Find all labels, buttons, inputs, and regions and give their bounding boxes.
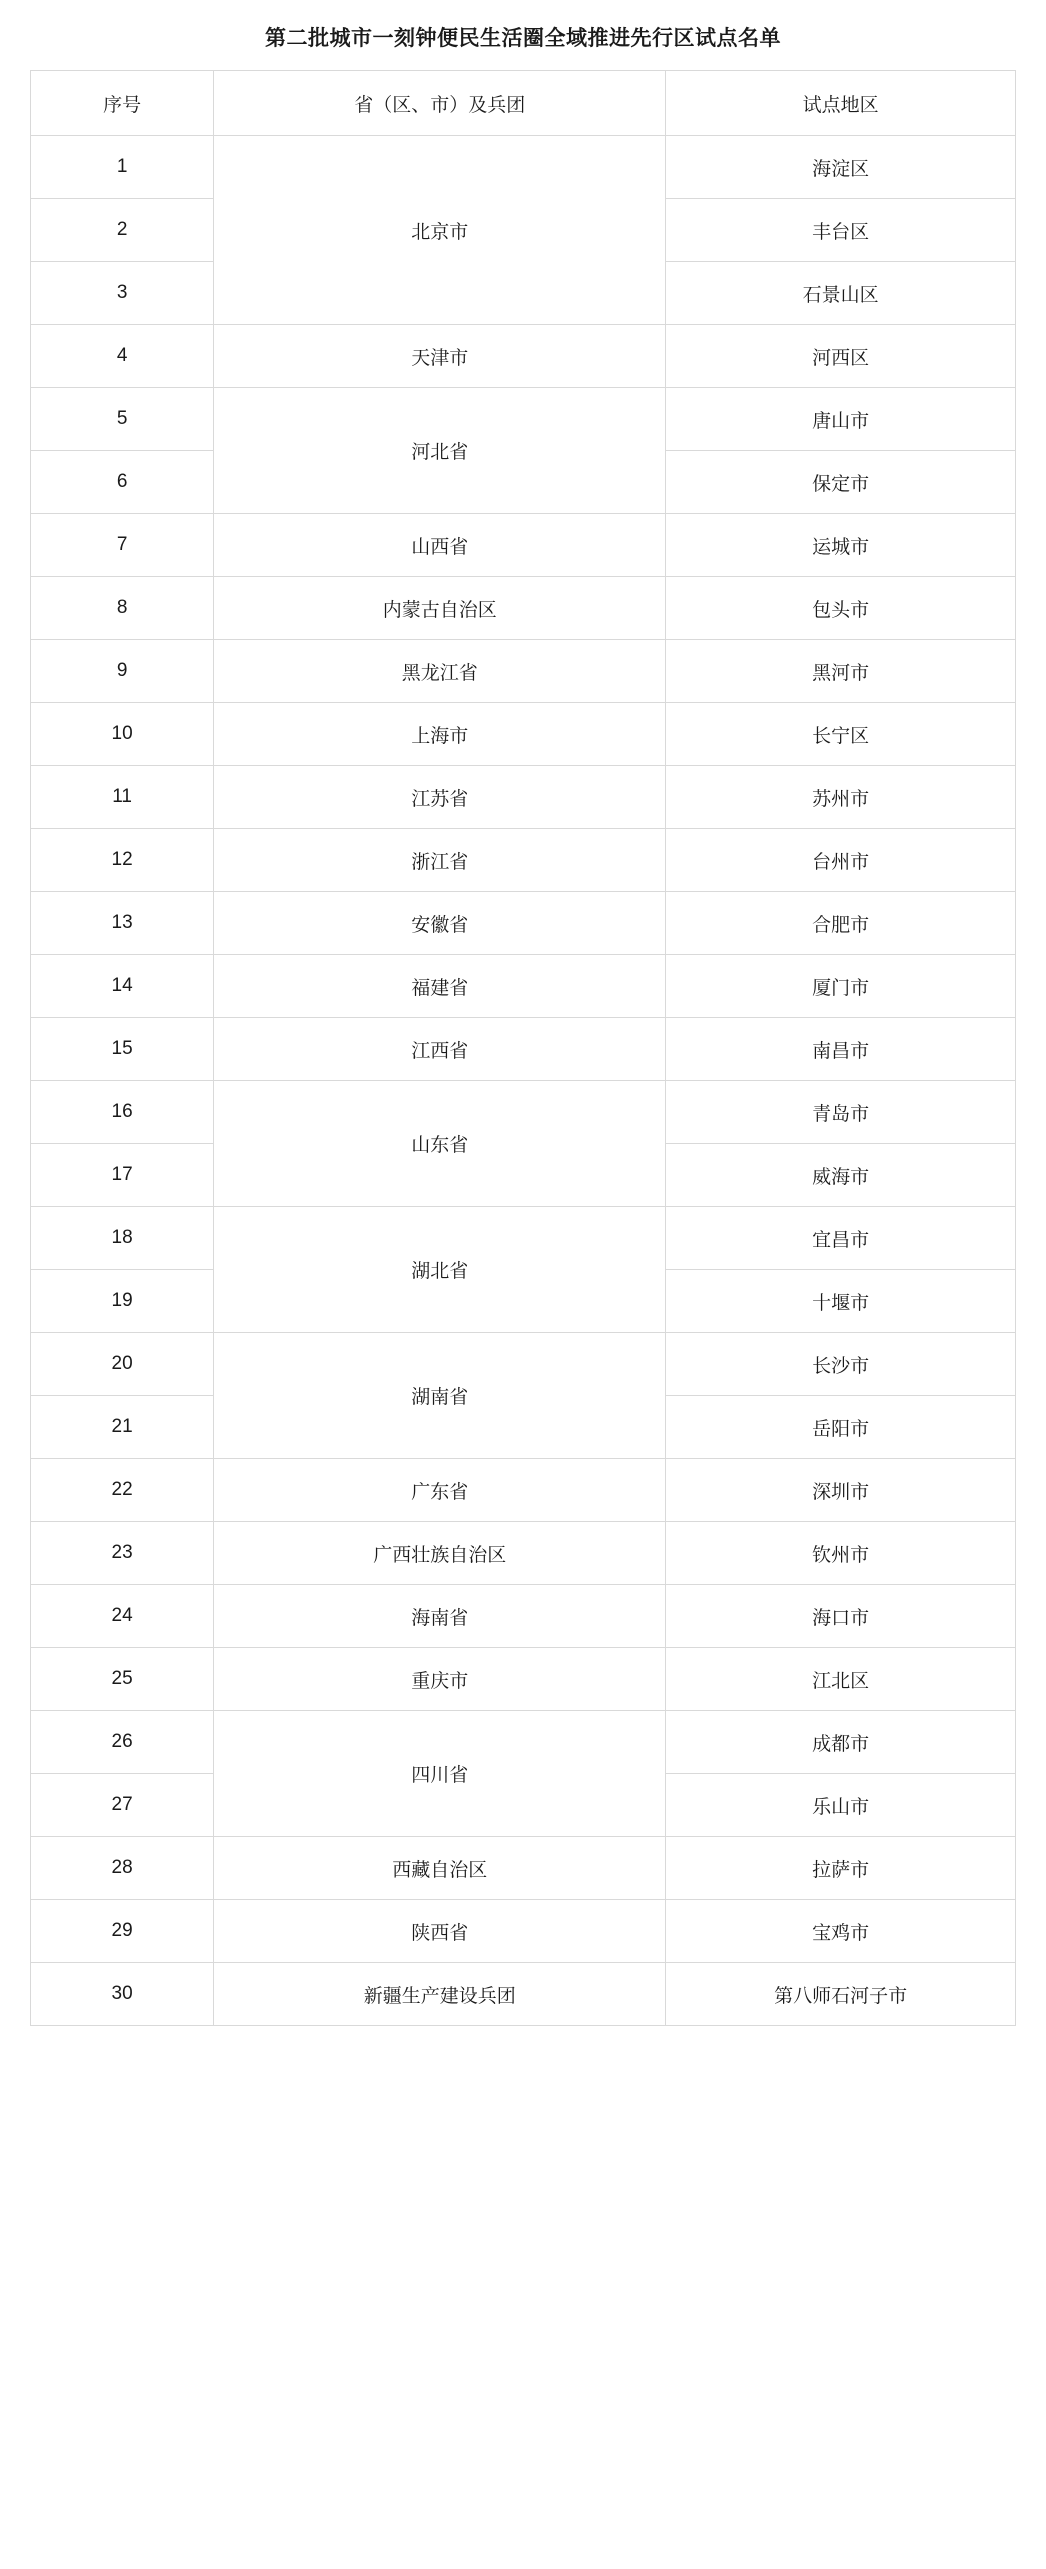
cell-index: 14 (31, 955, 214, 1018)
table-row (31, 1711, 1016, 1774)
table-row (31, 136, 1016, 199)
cell-area: 长沙市 (666, 1333, 1016, 1396)
cell-area: 保定市 (666, 451, 1016, 514)
table-row (31, 1648, 1016, 1711)
cell-province: 广西壮族自治区 (214, 1522, 666, 1585)
table-row (31, 514, 1016, 577)
pilot-list-table (30, 70, 1016, 2026)
cell-index: 25 (31, 1648, 214, 1711)
table-row (31, 1459, 1016, 1522)
cell-area: 海淀区 (666, 136, 1016, 199)
cell-area: 十堰市 (666, 1270, 1016, 1333)
cell-area: 台州市 (666, 829, 1016, 892)
cell-area: 包头市 (666, 577, 1016, 640)
cell-area: 深圳市 (666, 1459, 1016, 1522)
cell-index: 17 (31, 1144, 214, 1207)
cell-province: 上海市 (214, 703, 666, 766)
cell-province: 重庆市 (214, 1648, 666, 1711)
cell-index: 1 (31, 136, 214, 199)
cell-province: 湖南省 (214, 1333, 666, 1459)
cell-index: 9 (31, 640, 214, 703)
cell-index: 12 (31, 829, 214, 892)
cell-area: 江北区 (666, 1648, 1016, 1711)
cell-area: 成都市 (666, 1711, 1016, 1774)
table-row (31, 1207, 1016, 1270)
cell-province: 海南省 (214, 1585, 666, 1648)
cell-area: 黑河市 (666, 640, 1016, 703)
cell-area: 乐山市 (666, 1774, 1016, 1837)
cell-index: 20 (31, 1333, 214, 1396)
table-row (31, 388, 1016, 451)
column-header-index: 序号 (31, 71, 214, 136)
table-row (31, 766, 1016, 829)
cell-province: 湖北省 (214, 1207, 666, 1333)
cell-area: 青岛市 (666, 1081, 1016, 1144)
cell-province: 江苏省 (214, 766, 666, 829)
cell-area: 第八师石河子市 (666, 1963, 1016, 2026)
cell-index: 30 (31, 1963, 214, 2026)
table-row (31, 1837, 1016, 1900)
table-row (31, 325, 1016, 388)
cell-area: 钦州市 (666, 1522, 1016, 1585)
cell-area: 拉萨市 (666, 1837, 1016, 1900)
table-row (31, 892, 1016, 955)
cell-area: 苏州市 (666, 766, 1016, 829)
cell-province: 福建省 (214, 955, 666, 1018)
cell-province: 广东省 (214, 1459, 666, 1522)
cell-area: 威海市 (666, 1144, 1016, 1207)
table-row (31, 955, 1016, 1018)
table-row (31, 1585, 1016, 1648)
table-header (31, 71, 1016, 136)
cell-index: 4 (31, 325, 214, 388)
table-row (31, 829, 1016, 892)
cell-index: 2 (31, 199, 214, 262)
cell-index: 26 (31, 1711, 214, 1774)
cell-province: 江西省 (214, 1018, 666, 1081)
cell-area: 长宁区 (666, 703, 1016, 766)
cell-province: 新疆生产建设兵团 (214, 1963, 666, 2026)
cell-area: 丰台区 (666, 199, 1016, 262)
cell-area: 海口市 (666, 1585, 1016, 1648)
cell-index: 7 (31, 514, 214, 577)
cell-province: 内蒙古自治区 (214, 577, 666, 640)
cell-index: 10 (31, 703, 214, 766)
cell-index: 5 (31, 388, 214, 451)
table-header-row (31, 71, 1016, 136)
cell-area: 运城市 (666, 514, 1016, 577)
table-row (31, 1333, 1016, 1396)
cell-index: 21 (31, 1396, 214, 1459)
table-row (31, 703, 1016, 766)
cell-index: 29 (31, 1900, 214, 1963)
column-header-province: 省（区、市）及兵团 (214, 71, 666, 136)
cell-index: 6 (31, 451, 214, 514)
cell-index: 19 (31, 1270, 214, 1333)
table-row (31, 1522, 1016, 1585)
cell-area: 宝鸡市 (666, 1900, 1016, 1963)
cell-index: 23 (31, 1522, 214, 1585)
cell-area: 唐山市 (666, 388, 1016, 451)
table-container (0, 70, 1046, 2066)
cell-index: 16 (31, 1081, 214, 1144)
cell-province: 陕西省 (214, 1900, 666, 1963)
table-row (31, 640, 1016, 703)
table-row (31, 1900, 1016, 1963)
cell-index: 15 (31, 1018, 214, 1081)
page-title: 第二批城市一刻钟便民生活圈全域推进先行区试点名单 (265, 27, 781, 50)
cell-area: 岳阳市 (666, 1396, 1016, 1459)
cell-province: 西藏自治区 (214, 1837, 666, 1900)
cell-index: 18 (31, 1207, 214, 1270)
cell-index: 11 (31, 766, 214, 829)
cell-area: 河西区 (666, 325, 1016, 388)
cell-index: 22 (31, 1459, 214, 1522)
cell-area: 厦门市 (666, 955, 1016, 1018)
table-row (31, 577, 1016, 640)
column-header-area: 试点地区 (666, 71, 1016, 136)
cell-index: 8 (31, 577, 214, 640)
cell-index: 24 (31, 1585, 214, 1648)
cell-index: 3 (31, 262, 214, 325)
cell-index: 13 (31, 892, 214, 955)
cell-province: 四川省 (214, 1711, 666, 1837)
cell-province: 浙江省 (214, 829, 666, 892)
cell-index: 27 (31, 1774, 214, 1837)
cell-province: 黑龙江省 (214, 640, 666, 703)
cell-area: 合肥市 (666, 892, 1016, 955)
table-row (31, 1963, 1016, 2026)
cell-province: 天津市 (214, 325, 666, 388)
cell-area: 宜昌市 (666, 1207, 1016, 1270)
cell-area: 石景山区 (666, 262, 1016, 325)
cell-province: 山东省 (214, 1081, 666, 1207)
table-row (31, 1018, 1016, 1081)
cell-area: 南昌市 (666, 1018, 1016, 1081)
cell-province: 山西省 (214, 514, 666, 577)
cell-province: 河北省 (214, 388, 666, 514)
cell-province: 安徽省 (214, 892, 666, 955)
table-row (31, 1081, 1016, 1144)
cell-province: 北京市 (214, 136, 666, 325)
cell-index: 28 (31, 1837, 214, 1900)
table-body (31, 136, 1016, 2026)
